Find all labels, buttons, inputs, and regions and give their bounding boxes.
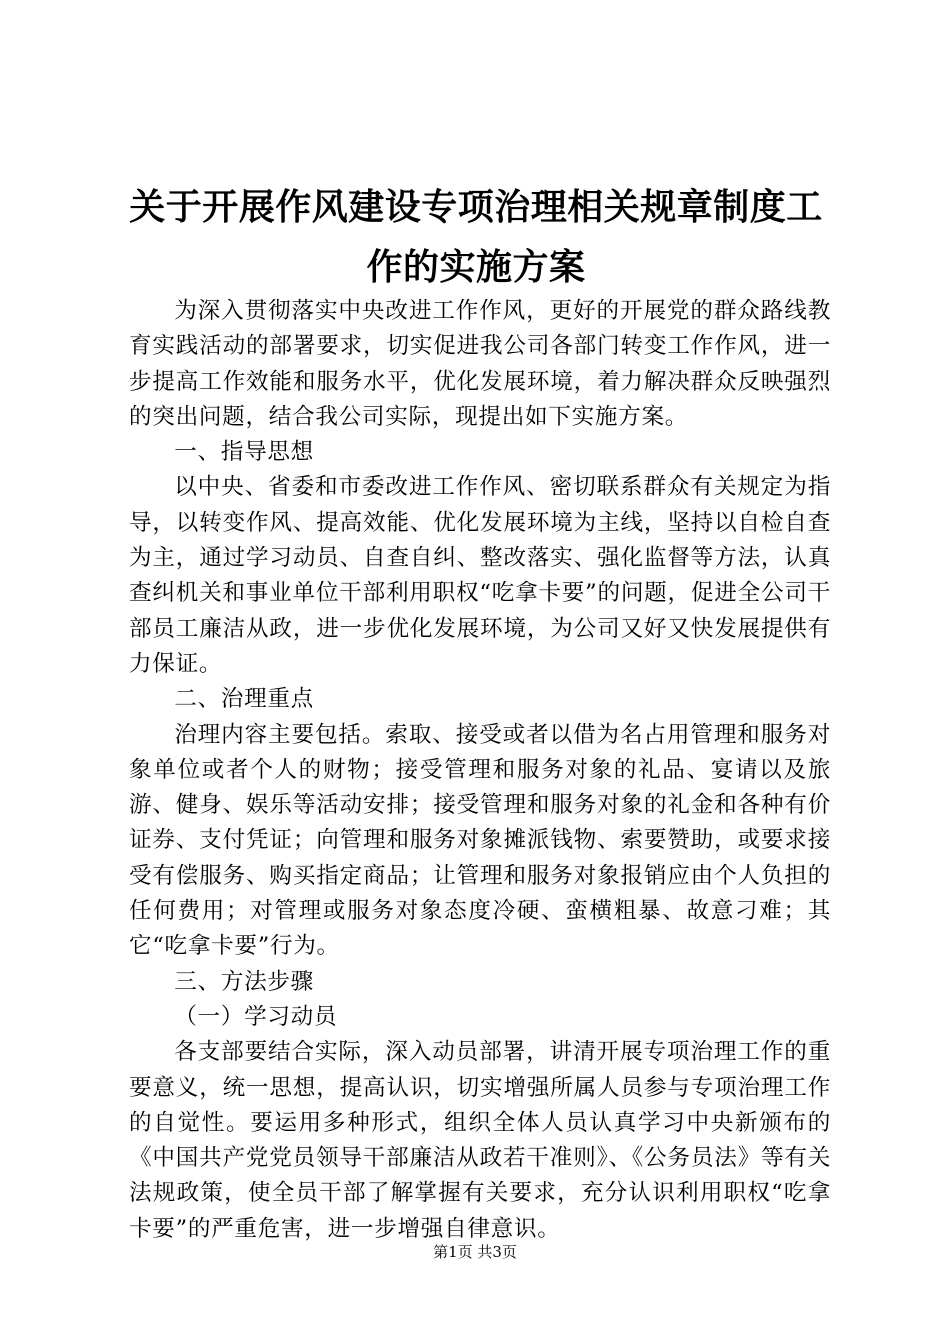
section-heading-guiding-thought: 一、指导思想: [174, 439, 314, 466]
paragraph-intro: 为深入贯彻落实中央改进工作作风，更好的开展党的群众路线教育实践活动的部署要求，切实促进我公司各部门转变工作作风，进一步提高工作效能和服务水平，优化发展环境，着力解决群众反映强烈的突出问题，结合我公司实际，现提出如下实施方案。: [129, 298, 831, 430]
page-footer: 第1页 共3页: [433, 1243, 517, 1261]
document-title: 关于开展作风建设专项治理相关规章制度工作的实施方案: [129, 187, 823, 288]
paragraph-governance-focus: 治理内容主要包括。索取、接受或者以借为名占用管理和服务对象单位或者个人的财物；接受管理和服务对象的礼品、宴请以及旅游、健身、娱乐等活动安排；接受管理和服务对象的礼金和各种有价证券、支付凭证；向管理和服务对象摊派钱物、索要赞助，或要求接受有偿服务、购买指定商品；让管理和服务对象报销应由个人负担的任何费用；对管理或服务对象态度冷硬、蛮横粗暴、故意刁难；其它“吃拿卡要”行为。: [129, 721, 831, 960]
section-heading-governance-focus: 二、治理重点: [174, 686, 314, 713]
section-heading-method-steps: 三、方法步骤: [174, 968, 314, 995]
paragraph-study-mobilization: 各支部要结合实际，深入动员部署，讲清开展专项治理工作的重要意义，统一思想，提高认识，切实增强所属人员参与专项治理工作的自觉性。要运用多种形式，组织全体人员认真学习中央新颁布的《中国共产党党员领导干部廉洁从政若干准则》、《公务员法》等有关法规政策，使全员干部了解掌握有关要求，充分认识利用职权“吃拿卡要”的严重危害，进一步增强自律意识。: [129, 1039, 831, 1242]
paragraph-guiding-thought: 以中央、省委和市委改进工作作风、密切联系群众有关规定为指导，以转变作风、提高效能、优化发展环境为主线，坚持以自检自查为主，通过学习动员、自查自纠、整改落实、强化监督等方法，认真查纠机关和事业单位干部利用职权“吃拿卡要”的问题，促进全公司干部员工廉洁从政，进一步优化发展环境，为公司又好又快发展提供有力保证。: [129, 474, 831, 677]
subsection-heading-study-mobilization: （一）学习动员: [174, 1003, 338, 1030]
document-body: [129, 294, 831, 1247]
